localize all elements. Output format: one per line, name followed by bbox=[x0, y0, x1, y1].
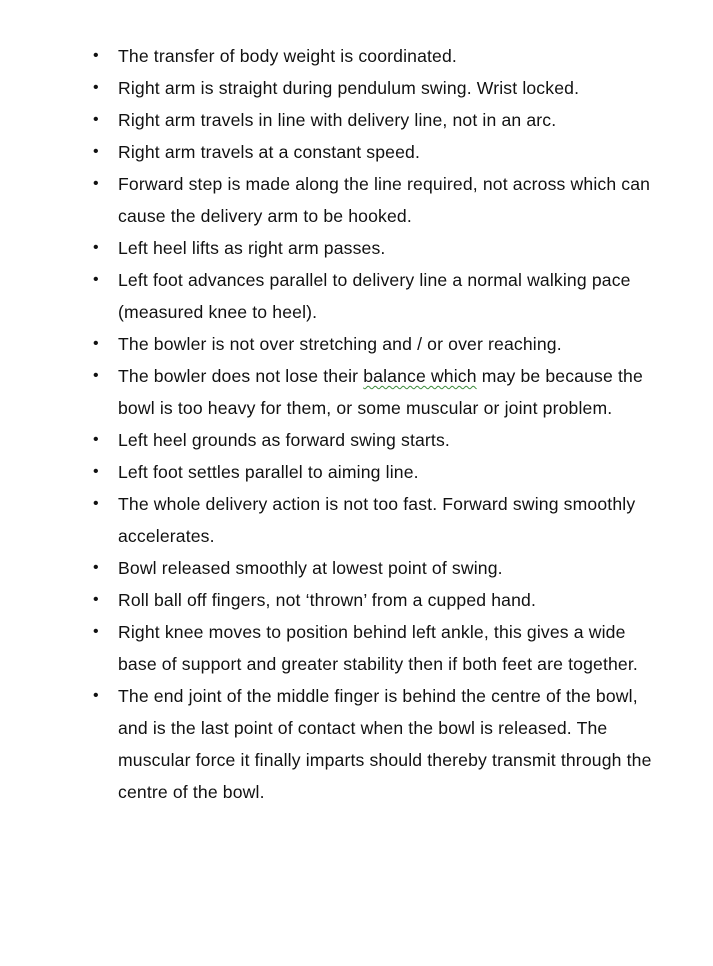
bullet-list bbox=[92, 40, 652, 808]
list-item bbox=[92, 584, 652, 616]
spellcheck-underlined-text: balance which bbox=[363, 366, 477, 386]
list-item-text: Left foot advances parallel to delivery line a normal walking pace (measured knee to heel). bbox=[118, 270, 631, 322]
list-item-text: Left foot settles parallel to aiming line. bbox=[118, 462, 419, 482]
bullet-icon: • bbox=[93, 271, 99, 288]
bullet-icon: • bbox=[93, 687, 99, 704]
bullet-icon: • bbox=[93, 591, 99, 608]
bullet-icon: • bbox=[93, 79, 99, 96]
list-item-text: The end joint of the middle finger is behind the centre of the bowl, and is the last point of contact when the bowl is released. The muscular force it finally imparts should thereby transmit through the centre of the bowl. bbox=[118, 686, 652, 802]
bullet-icon: • bbox=[93, 463, 99, 480]
list-item bbox=[92, 72, 652, 104]
list-item-text: Left heel grounds as forward swing starts. bbox=[118, 430, 450, 450]
bullet-icon: • bbox=[93, 175, 99, 192]
list-item-text: Right arm travels in line with delivery line, not in an arc. bbox=[118, 110, 557, 130]
bullet-icon: • bbox=[93, 335, 99, 352]
bullet-icon: • bbox=[93, 367, 99, 384]
bullet-icon: • bbox=[93, 559, 99, 576]
list-item bbox=[92, 40, 652, 72]
list-item-text: Forward step is made along the line required, not across which can cause the delivery arm to be hooked. bbox=[118, 174, 651, 226]
bullet-icon: • bbox=[93, 495, 99, 512]
bullet-icon: • bbox=[93, 47, 99, 64]
list-item bbox=[92, 232, 652, 264]
list-item-text-pre: The bowler does not lose their bbox=[118, 366, 364, 386]
list-item-text-post: may be because the bowl is too heavy for them, or some muscular or joint problem. bbox=[118, 366, 643, 418]
list-item-text: The bowler is not over stretching and / or over reaching. bbox=[118, 334, 562, 354]
list-item-text: Roll ball off fingers, not ‘thrown’ from a cupped hand. bbox=[118, 590, 537, 610]
list-item-text: Right knee moves to position behind left ankle, this gives a wide base of support and greater stability then if both feet are together. bbox=[118, 622, 638, 674]
list-item bbox=[92, 680, 652, 808]
list-item-text: Right arm travels at a constant speed. bbox=[118, 142, 421, 162]
list-item-text: The transfer of body weight is coordinated. bbox=[118, 46, 457, 66]
list-item bbox=[92, 264, 652, 328]
list-item bbox=[92, 552, 652, 584]
bullet-icon: • bbox=[93, 239, 99, 256]
list-item bbox=[92, 360, 652, 424]
list-item bbox=[92, 616, 652, 680]
bullet-icon: • bbox=[93, 143, 99, 160]
list-item bbox=[92, 328, 652, 360]
list-item bbox=[92, 104, 652, 136]
list-item bbox=[92, 488, 652, 552]
bullet-icon: • bbox=[93, 623, 99, 640]
list-item bbox=[92, 456, 652, 488]
bullet-icon: • bbox=[93, 431, 99, 448]
bullet-icon: • bbox=[93, 111, 99, 128]
list-item bbox=[92, 136, 652, 168]
list-item-text: Right arm is straight during pendulum swing. Wrist locked. bbox=[118, 78, 580, 98]
list-item-text: Bowl released smoothly at lowest point of swing. bbox=[118, 558, 503, 578]
list-item-text: The whole delivery action is not too fast. Forward swing smoothly accelerates. bbox=[118, 494, 636, 546]
list-item-text: Left heel lifts as right arm passes. bbox=[118, 238, 386, 258]
list-item bbox=[92, 168, 652, 232]
list-item bbox=[92, 424, 652, 456]
